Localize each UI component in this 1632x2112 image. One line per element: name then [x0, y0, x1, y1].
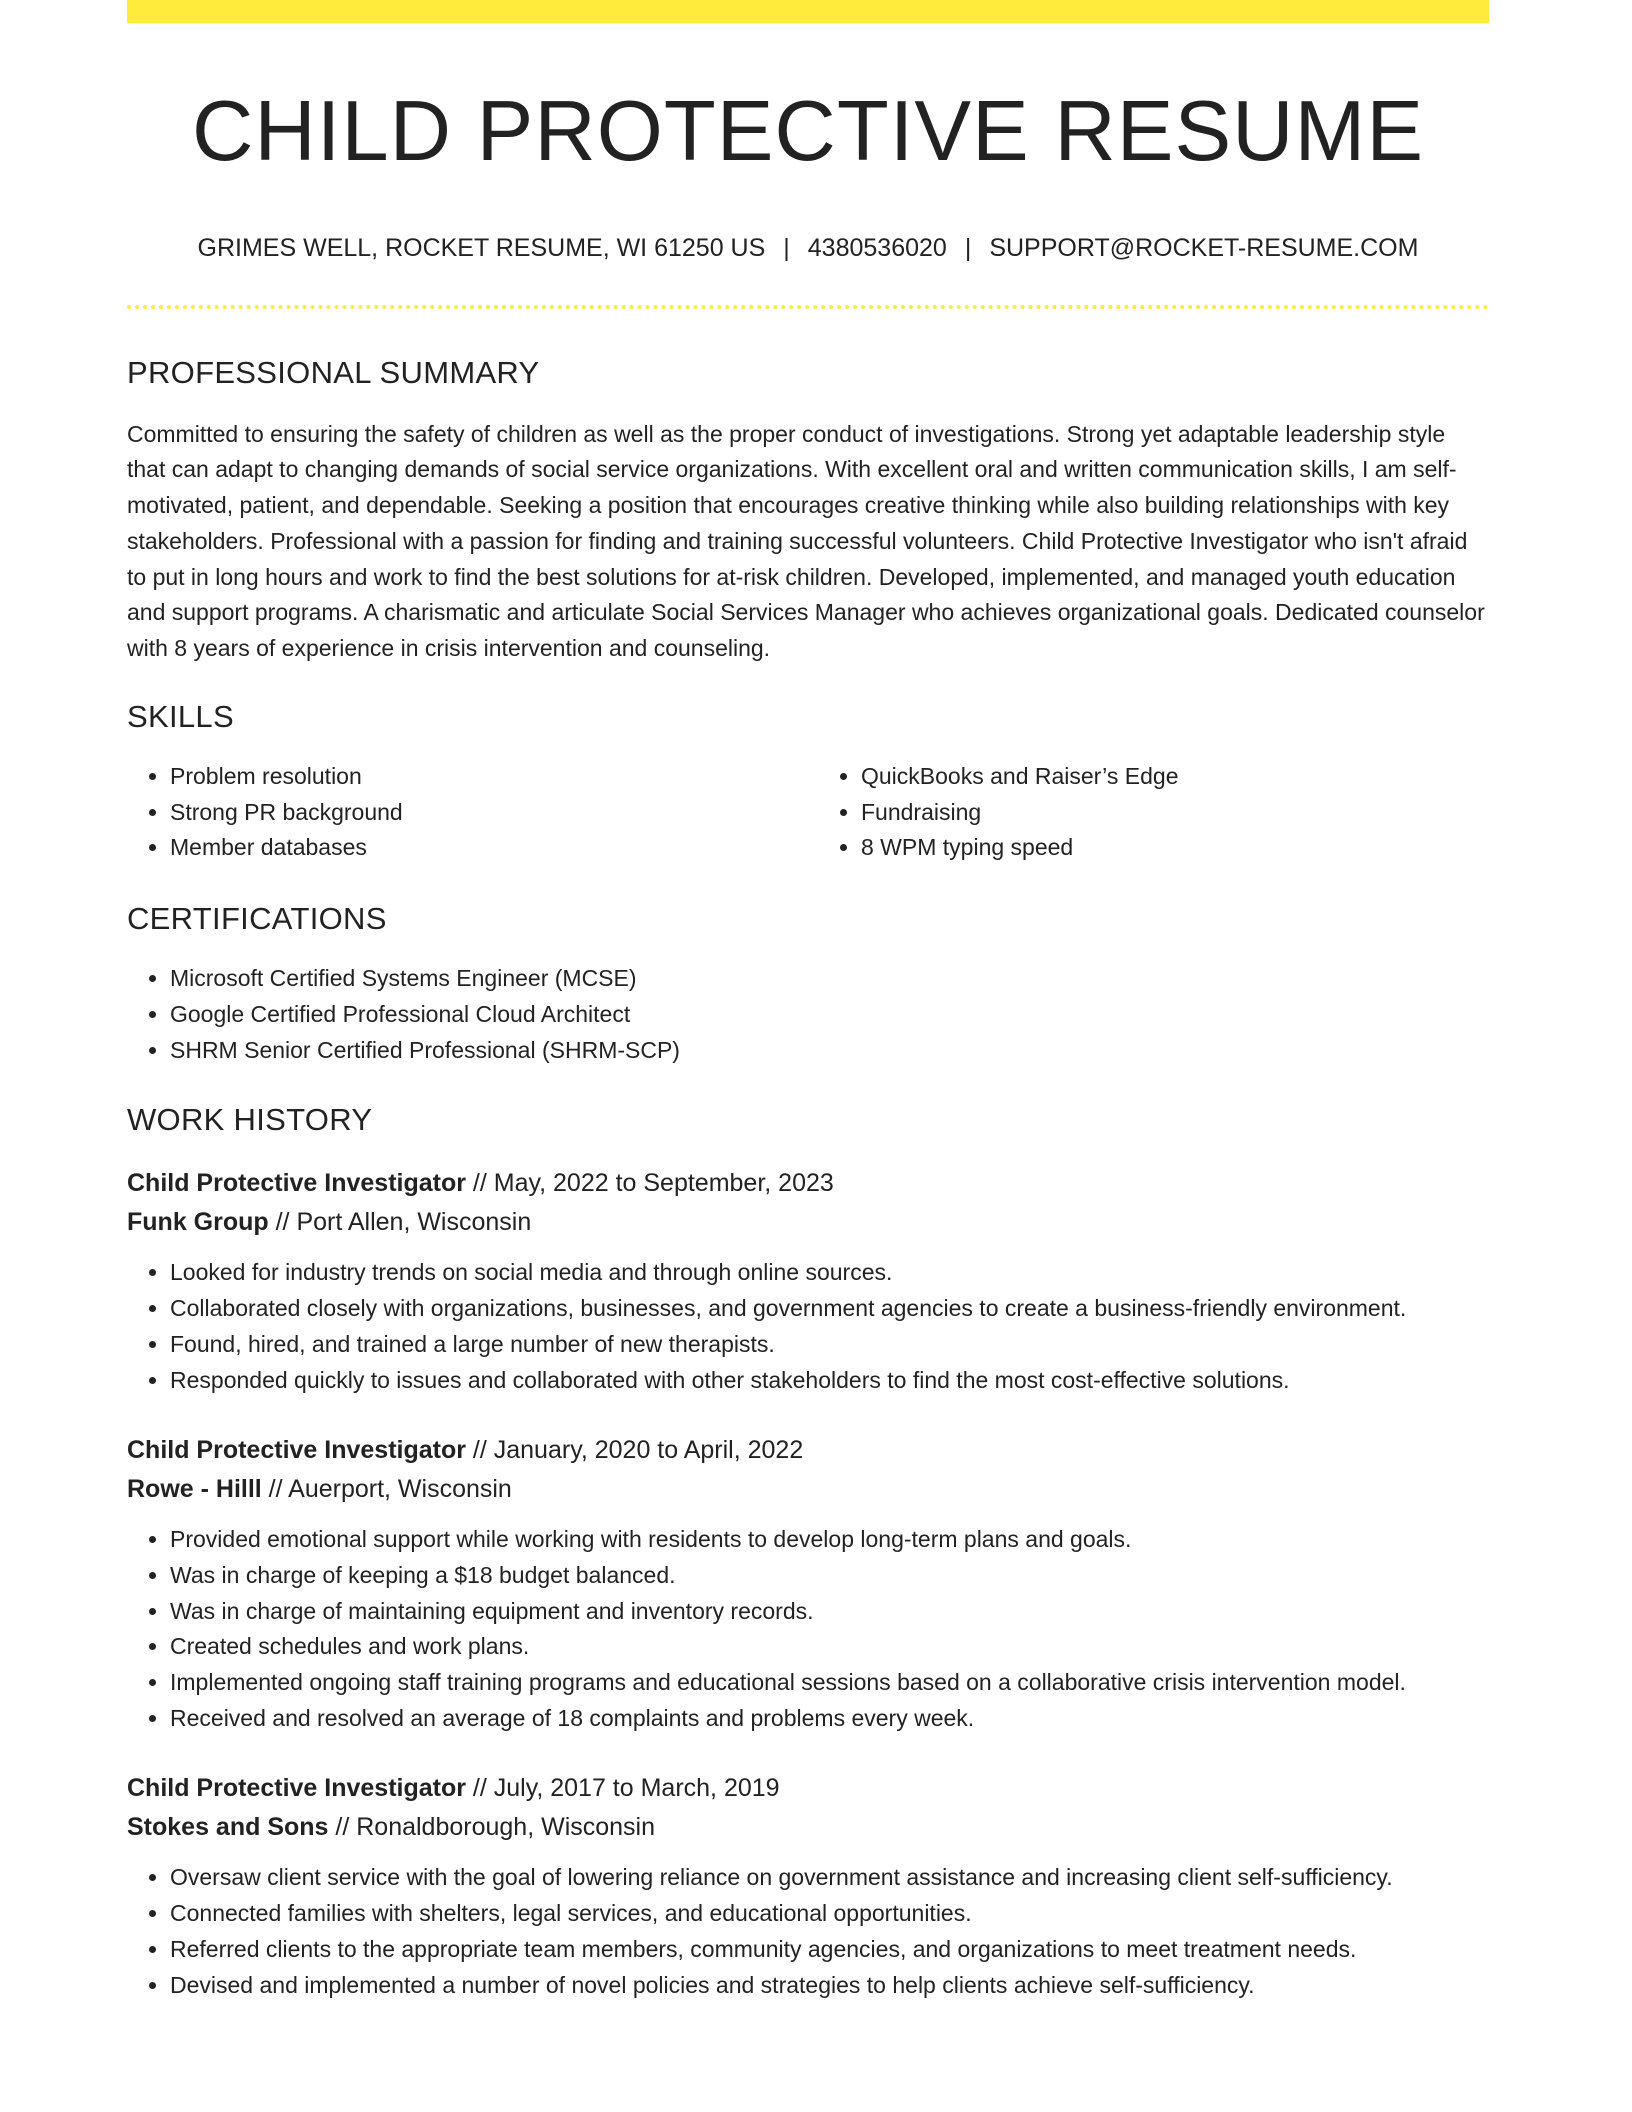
job-role: Child Protective Investigator [127, 1436, 466, 1465]
skills-heading: SKILLS [127, 698, 234, 734]
job-bullet: • Looked for industry trends on social media and through online sources. [170, 1255, 1489, 1291]
certifications-list [127, 961, 1489, 1068]
job-company: Funk Group [127, 1208, 269, 1237]
work-history-heading: WORK HISTORY [127, 1102, 373, 1138]
summary-heading: PROFESSIONAL SUMMARY [127, 354, 540, 390]
job-company: Rowe - Hilll [127, 1475, 262, 1504]
job-company-line [127, 1470, 1489, 1509]
skill-item: • QuickBooks and Raiser’s Edge [861, 759, 1489, 795]
contact-separator: | [964, 233, 972, 262]
job-role-line [127, 1769, 1489, 1808]
job-bullets [127, 1255, 1489, 1398]
certifications-heading: CERTIFICATIONS [127, 900, 387, 936]
skill-item: • Member databases [170, 830, 798, 866]
job-role-line [127, 1431, 1489, 1470]
contact-separator: | [783, 233, 790, 262]
job-dates: // January, 2020 to April, 2022 [465, 1436, 804, 1465]
job-role: Child Protective Investigator [127, 1774, 466, 1803]
job-bullet: • Responded quickly to issues and collaborated with other stakeholders to find the most cost-effective solutions. [170, 1363, 1489, 1399]
job-bullet: • Found, hired, and trained a large number of new therapists. [170, 1327, 1489, 1363]
job-location: // Auerport, Wisconsin [261, 1475, 512, 1504]
job-bullet: • Received and resolved an average of 18 complaints and problems every week. [170, 1701, 1489, 1737]
skill-item: • Fundraising [861, 795, 1489, 831]
certification-item: • Google Certified Professional Cloud Architect [170, 997, 1489, 1033]
resume-page [127, 0, 1489, 2003]
job-dates: // July, 2017 to March, 2019 [465, 1774, 780, 1803]
job-bullet: • Oversaw client service with the goal of lowering reliance on government assistance and increasing client self-sufficiency. [170, 1860, 1489, 1896]
job-company-line [127, 1808, 1489, 1847]
job-role: Child Protective Investigator [127, 1169, 466, 1198]
skills-grid [127, 759, 1489, 866]
skill-item: • 8 WPM typing speed [861, 830, 1489, 866]
skill-item: • Strong PR background [170, 795, 798, 831]
job-location: // Ronaldborough, Wisconsin [328, 1813, 656, 1842]
job-company: Stokes and Sons [127, 1813, 329, 1842]
resume-title: CHILD PROTECTIVE RESUME [191, 84, 1425, 179]
job-company-line [127, 1203, 1489, 1242]
contact-address: GRIMES WELL, ROCKET RESUME, WI 61250 US [197, 233, 766, 262]
skills-list-right [818, 759, 1489, 866]
job-bullet: • Referred clients to the appropriate team members, community agencies, and organizations to meet treatment needs. [170, 1932, 1489, 1968]
contact-line [127, 233, 1489, 263]
job-bullets [127, 1522, 1489, 1736]
job-bullets [127, 1860, 1489, 2003]
job-bullet: • Created schedules and work plans. [170, 1629, 1489, 1665]
job-bullet: • Implemented ongoing staff training programs and educational sessions based on a collaborative crisis intervention model. [170, 1665, 1489, 1701]
job-bullet: • Was in charge of maintaining equipment and inventory records. [170, 1594, 1489, 1630]
job-entry [127, 1431, 1489, 1736]
contact-email: SUPPORT@ROCKET-RESUME.COM [989, 233, 1419, 262]
certification-item: • SHRM Senior Certified Professional (SHRM-SCP) [170, 1033, 1489, 1069]
job-dates: // May, 2022 to September, 2023 [465, 1169, 834, 1198]
job-bullet: • Was in charge of keeping a $18 budget balanced. [170, 1558, 1489, 1594]
summary-text: Committed to ensuring the safety of children as well as the proper conduct of investigations. Strong yet adaptable leadership style that can adapt to changing demands of social service organizations. With excellent oral and written communication skills, I am self-motivated, patient, and dependable. Seeking a position that encourages creative thinking while also building relationships with key stakeholders. Professional with a passion for finding and training successful volunteers. Child Protective Investigator who isn't afraid to put in long hours and work to find the best solutions for at-risk children. Developed, implemented, and managed youth education and support programs. A charismatic and articulate Social Services Manager who achieves organizational goals. Dedicated counselor with 8 years of experience in crisis intervention and counseling. [127, 420, 1485, 661]
contact-phone: 4380536020 [807, 233, 947, 262]
job-bullet: • Provided emotional support while working with residents to develop long-term plans and goals. [170, 1522, 1489, 1558]
dotted-divider [127, 305, 1489, 309]
accent-top-bar [127, 0, 1489, 23]
job-location: // Port Allen, Wisconsin [268, 1208, 532, 1237]
job-bullet: • Collaborated closely with organizations, businesses, and government agencies to create a business-friendly environment. [170, 1291, 1489, 1327]
job-entry [127, 1164, 1489, 1398]
job-entry [127, 1769, 1489, 2003]
job-role-line [127, 1164, 1489, 1203]
job-bullet: • Devised and implemented a number of novel policies and strategies to help clients achieve self-sufficiency. [170, 1968, 1489, 2004]
certification-item: • Microsoft Certified Systems Engineer (MCSE) [170, 961, 1489, 997]
skill-item: • Problem resolution [170, 759, 798, 795]
job-bullet: • Connected families with shelters, legal services, and educational opportunities. [170, 1896, 1489, 1932]
skills-list-left [127, 759, 798, 866]
